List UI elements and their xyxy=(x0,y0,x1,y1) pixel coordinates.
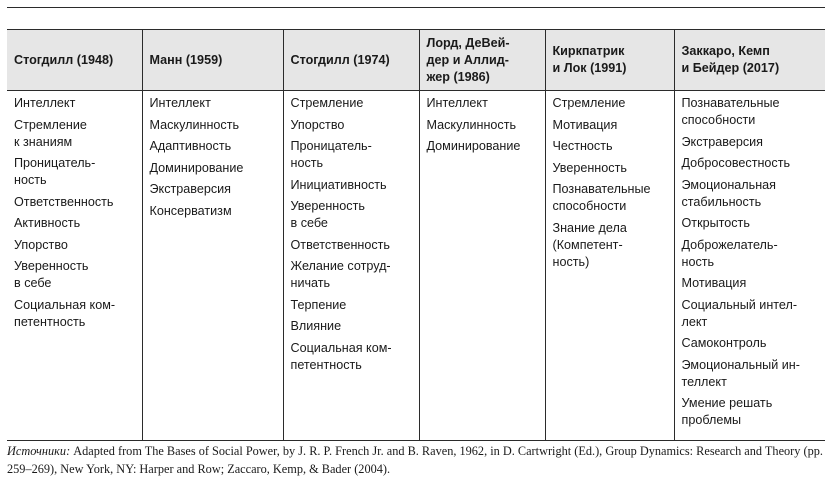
trait-text: ность xyxy=(14,173,47,187)
trait-item xyxy=(553,138,674,155)
trait-text: Эмоциональный ин- xyxy=(681,357,800,372)
trait-text: стабильность xyxy=(681,194,762,209)
trait-item xyxy=(427,117,545,134)
trait-text: Честность xyxy=(552,139,613,153)
trait-text: в себе xyxy=(14,276,52,290)
trait-text: Социальный интел- xyxy=(681,297,798,312)
traits-row xyxy=(7,91,825,441)
trait-item xyxy=(150,160,283,177)
trait-text: (Компетент- xyxy=(552,237,623,252)
trait-item xyxy=(553,160,674,177)
trait-text: Добросовестность xyxy=(681,156,791,170)
trait-list xyxy=(553,95,674,271)
trait-text: Социальная ком- xyxy=(14,297,116,312)
trait-item xyxy=(150,181,283,198)
trait-item xyxy=(14,297,142,331)
trait-text: Доминирование xyxy=(426,139,521,153)
trait-text: Адаптивность xyxy=(149,139,232,153)
column-traits-5 xyxy=(545,91,674,441)
trait-item xyxy=(291,198,419,232)
trait-item xyxy=(14,258,142,292)
trait-text: Проницатель- xyxy=(290,139,372,153)
trait-item xyxy=(291,297,419,314)
trait-item xyxy=(553,220,674,271)
trait-item xyxy=(14,194,142,211)
column-header-line: и Бейдер (2017) xyxy=(681,61,780,75)
trait-text: способности xyxy=(681,113,756,127)
column-header-line: Заккаро, Кемп xyxy=(681,44,770,58)
trait-text: Знание дела xyxy=(552,220,627,235)
column-header-1 xyxy=(7,30,142,91)
trait-text: ность xyxy=(290,156,324,170)
trait-item xyxy=(14,237,142,254)
column-traits-3 xyxy=(283,91,419,441)
trait-item xyxy=(150,117,283,134)
trait-item xyxy=(291,117,419,134)
trait-text: Интеллект xyxy=(426,96,488,110)
column-traits-1 xyxy=(7,91,142,441)
trait-list xyxy=(14,95,142,331)
trait-text: лект xyxy=(681,314,708,329)
trait-text: Ответственность xyxy=(14,194,114,209)
trait-text: Маскулинность xyxy=(149,117,240,132)
trait-item xyxy=(291,95,419,112)
header-row xyxy=(7,30,825,91)
trait-text: Активность xyxy=(14,216,81,230)
trait-text: Мотивация xyxy=(552,117,618,132)
trait-list xyxy=(150,95,283,220)
column-header-line: Киркпатрик xyxy=(552,44,625,58)
trait-item xyxy=(291,138,419,172)
trait-text: Терпение xyxy=(290,297,347,312)
trait-text: Уверенность xyxy=(290,199,365,213)
trait-text: Упорство xyxy=(290,117,345,132)
trait-list xyxy=(427,95,545,155)
column-header-line: Лорд, ДеВей- xyxy=(426,35,510,50)
trait-item xyxy=(150,203,283,220)
trait-text: ность xyxy=(681,254,715,269)
trait-text: в себе xyxy=(290,216,328,230)
trait-text: Доминирование xyxy=(149,160,244,175)
trait-item xyxy=(682,275,826,292)
trait-item xyxy=(150,138,283,155)
column-header-2 xyxy=(142,30,283,91)
trait-text: Экстраверсия xyxy=(149,182,231,196)
column-header-line: Стогдилл (1974) xyxy=(290,52,390,67)
trait-text: Познавательные xyxy=(681,96,780,110)
top-rule xyxy=(7,7,825,8)
trait-text: Ответственность xyxy=(290,237,390,252)
trait-text: Консерватизм xyxy=(149,203,232,218)
trait-item xyxy=(553,181,674,215)
trait-text: Умение решать xyxy=(681,396,773,410)
trait-text: Проницатель- xyxy=(14,156,96,170)
column-header-4 xyxy=(419,30,545,91)
trait-text: петентность xyxy=(14,314,86,329)
column-header-3 xyxy=(283,30,419,91)
footnote-label: Источники: xyxy=(7,444,71,458)
trait-text: Уверенность xyxy=(552,160,627,175)
trait-item xyxy=(682,357,826,391)
column-header-line: Стогдилл (1948) xyxy=(14,52,114,67)
trait-text: петентность xyxy=(290,357,362,372)
trait-text: Стремление xyxy=(14,117,87,132)
trait-text: Инициативность xyxy=(290,177,387,192)
trait-text: Познавательные xyxy=(552,182,651,196)
trait-item xyxy=(682,297,826,331)
trait-text: Желание сотруд- xyxy=(290,259,391,273)
trait-text: Маскулинность xyxy=(426,117,517,132)
trait-item xyxy=(14,95,142,112)
trait-item xyxy=(682,177,826,211)
column-header-line: Манн (1959) xyxy=(149,52,223,67)
trait-item xyxy=(682,215,826,232)
trait-text: Стремление xyxy=(290,96,364,110)
trait-item xyxy=(291,258,419,292)
column-traits-2 xyxy=(142,91,283,441)
column-traits-6 xyxy=(674,91,825,441)
trait-text: Социальная ком- xyxy=(290,340,392,355)
trait-text: Самоконтроль xyxy=(681,336,767,350)
trait-item xyxy=(291,340,419,374)
column-traits-4 xyxy=(419,91,545,441)
trait-text: Упорство xyxy=(14,237,68,252)
trait-text: Доброжелатель- xyxy=(681,237,778,252)
trait-item xyxy=(14,117,142,151)
trait-text: ничать xyxy=(290,276,331,290)
column-header-line: дер и Аллид- xyxy=(426,52,509,67)
trait-text: способности xyxy=(552,199,627,213)
trait-text: Уверенность xyxy=(14,259,89,273)
trait-text: ность) xyxy=(552,254,590,269)
trait-item xyxy=(291,318,419,335)
trait-item xyxy=(427,95,545,112)
trait-item xyxy=(682,95,826,129)
trait-text: Интеллект xyxy=(14,96,76,110)
trait-item xyxy=(14,155,142,189)
trait-item xyxy=(14,215,142,232)
footnote-text: Adapted from The Bases of Social Power, by J. R. P. French Jr. and B. Raven, 1962, in D. Cartwright (Ed.), Group Dynamics: Research and Theory (pp. 259–269), New York, NY: Harper and Row; Zaccaro, Kemp, & Bader (2004). xyxy=(7,444,823,476)
trait-item xyxy=(150,95,283,112)
column-header-line: и Лок (1991) xyxy=(552,61,627,75)
column-header-5 xyxy=(545,30,674,91)
trait-text: Мотивация xyxy=(681,276,747,290)
trait-item xyxy=(682,335,826,352)
trait-item xyxy=(682,237,826,271)
column-header-line: жер (1986) xyxy=(426,69,490,84)
trait-item xyxy=(682,395,826,429)
trait-list xyxy=(682,95,826,429)
trait-text: Экстраверсия xyxy=(681,134,763,149)
trait-text: Стремление xyxy=(552,96,626,110)
trait-item xyxy=(553,117,674,134)
trait-item xyxy=(291,237,419,254)
trait-item xyxy=(427,138,545,155)
trait-item xyxy=(553,95,674,112)
traits-table-container xyxy=(7,7,825,441)
trait-text: проблемы xyxy=(681,413,742,427)
trait-text: к знаниям xyxy=(14,134,73,149)
leadership-traits-table xyxy=(7,29,825,441)
trait-text: теллект xyxy=(681,374,727,389)
trait-list xyxy=(291,95,419,374)
column-header-6 xyxy=(674,30,825,91)
trait-text: Влияние xyxy=(290,319,342,333)
trait-text: Интеллект xyxy=(149,96,211,110)
trait-item xyxy=(291,177,419,194)
source-footnote xyxy=(7,443,825,478)
trait-item xyxy=(682,155,826,172)
trait-item xyxy=(682,134,826,151)
trait-text: Открытость xyxy=(681,216,750,230)
trait-text: Эмоциональная xyxy=(681,177,776,192)
